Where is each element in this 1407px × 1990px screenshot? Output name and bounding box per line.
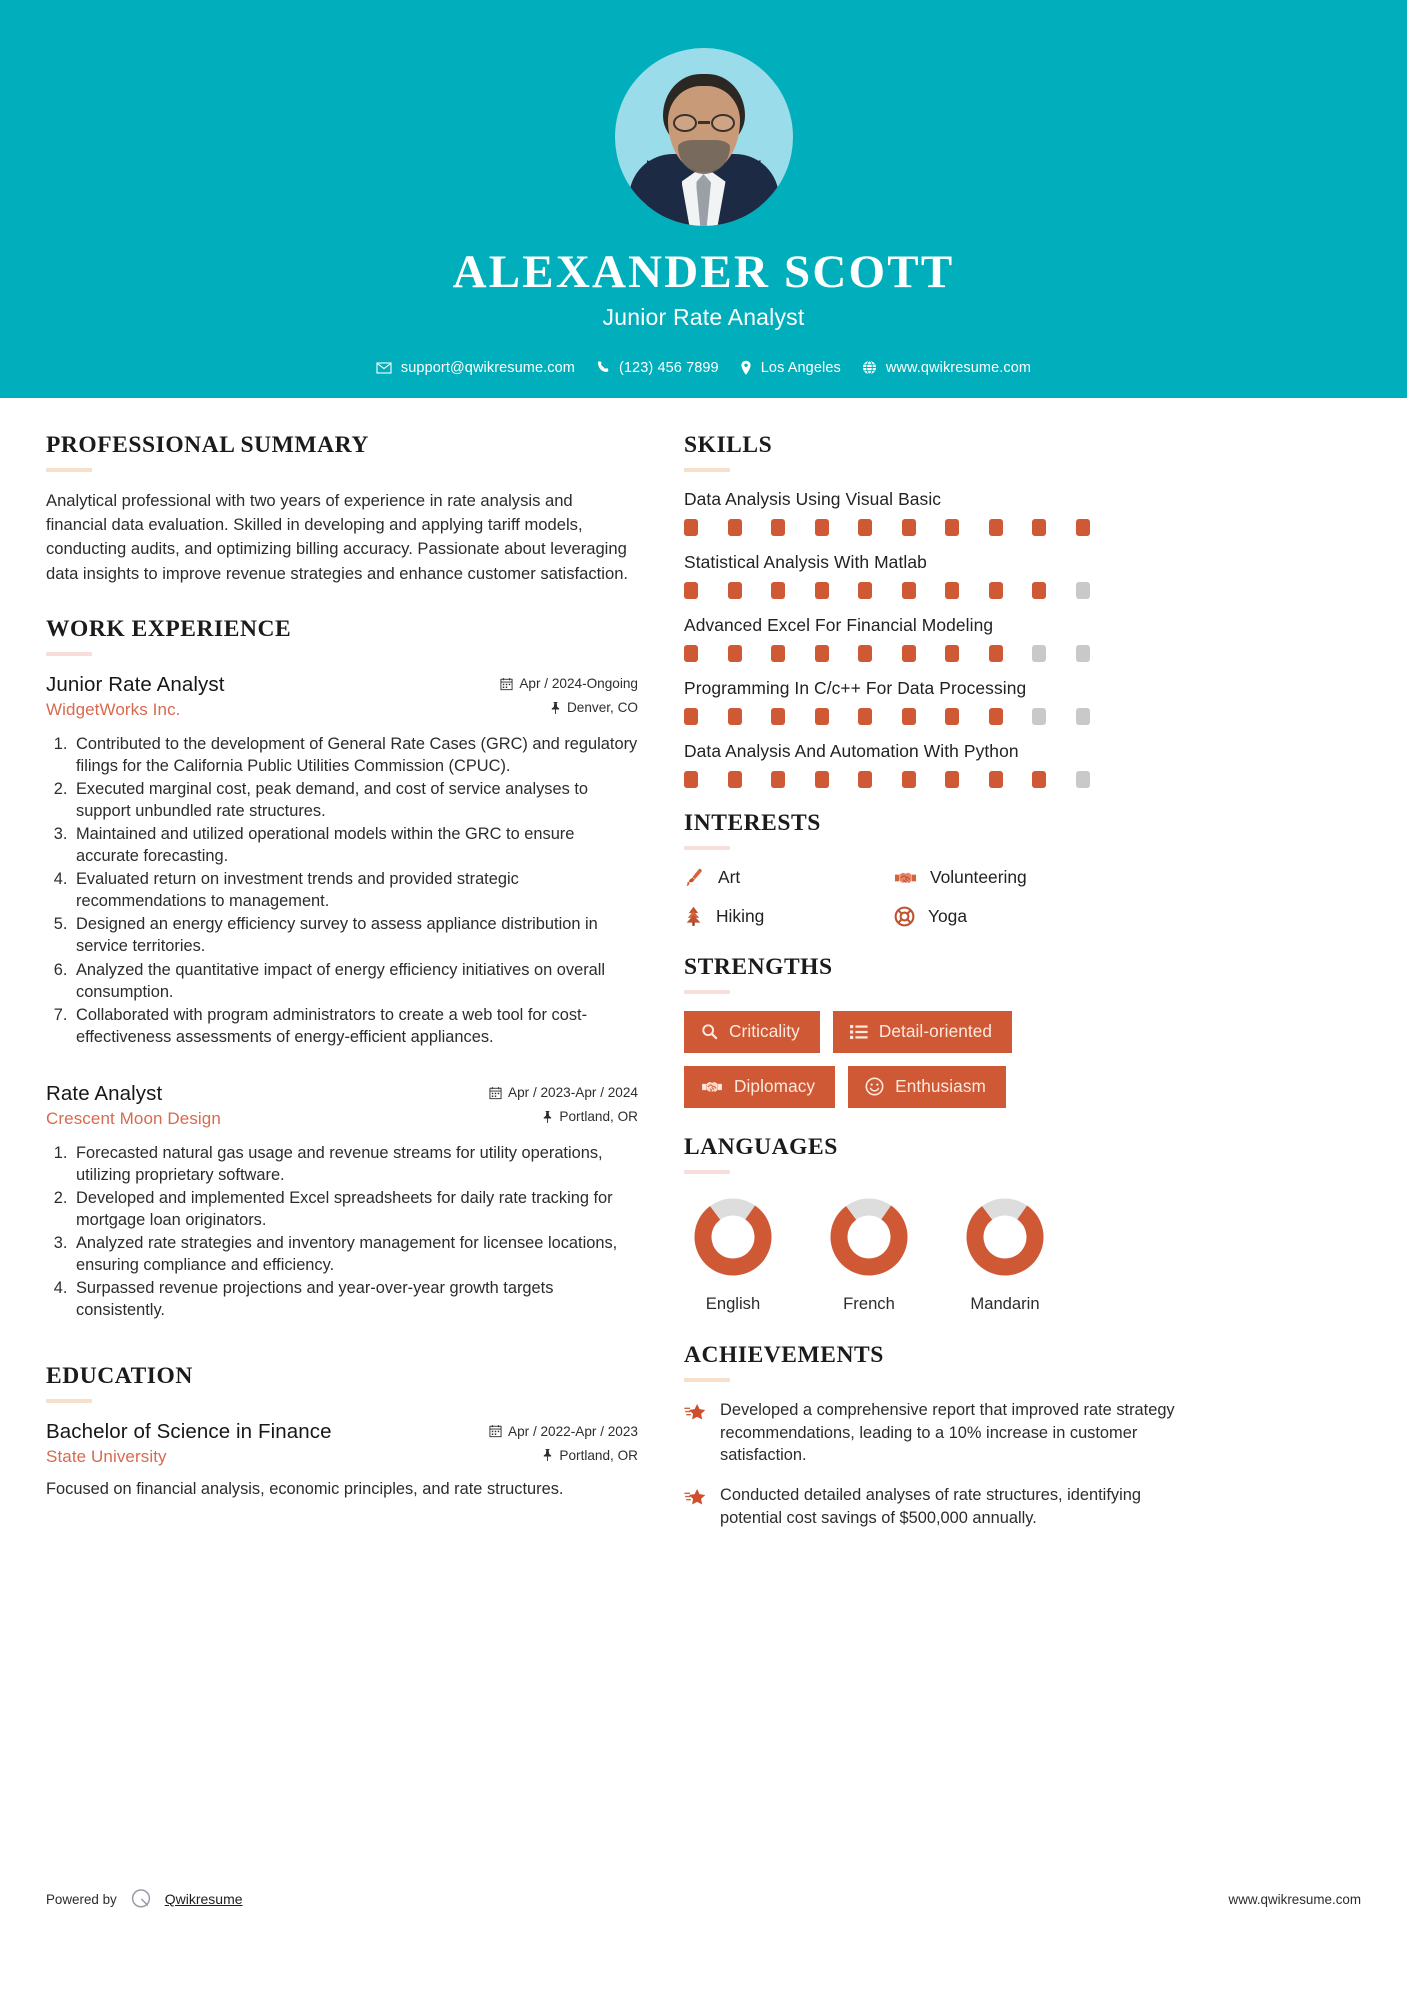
skill-pip	[815, 708, 829, 725]
achievement-text: Conducted detailed analyses of rate structures, identifying potential cost savings of $500,000 annually.	[720, 1485, 1141, 1527]
interest-item-hiking	[684, 905, 884, 927]
work-entry-bullets	[46, 1142, 638, 1322]
skill-label: Statistical Analysis With Matlab	[684, 552, 927, 572]
calendar-icon	[489, 1086, 502, 1100]
strengths-list	[684, 1011, 1192, 1108]
skill-pip	[989, 708, 1003, 725]
work-entry-title: Junior Rate Analyst	[46, 672, 225, 696]
skill-pip	[902, 771, 916, 788]
section-strengths	[684, 954, 1192, 1108]
language-donut-chart	[959, 1191, 1051, 1283]
section-achievements	[684, 1342, 1192, 1529]
skill-pip	[945, 645, 959, 662]
phone-icon	[596, 360, 610, 376]
skill-level-meter	[684, 771, 1090, 788]
skill-pip	[989, 519, 1003, 536]
list-item: 2. Executed marginal cost, peak demand, and cost of service analyses to support unbundled rate structures.	[72, 778, 638, 822]
skill-label: Programming In C/c++ For Data Processing	[684, 678, 1027, 698]
list-item: 3. Analyzed rate strategies and inventory management for licensee locations, ensuring compliance and efficiency.	[72, 1232, 638, 1276]
resume-header	[0, 0, 1407, 398]
strength-chip-detail-oriented	[833, 1011, 1012, 1053]
footer-url: www.qwikresume.com	[1228, 1891, 1361, 1907]
section-work-experience	[46, 616, 638, 1321]
education-entry-title: Bachelor of Science in Finance	[46, 1420, 332, 1444]
skill-pip	[1032, 645, 1046, 662]
skill-pip	[728, 582, 742, 599]
work-entry	[46, 673, 638, 1048]
list-item: 5. Designed an energy efficiency survey to assess appliance distribution in service territories.	[72, 913, 638, 957]
contact-phone-text: (123) 456 7899	[618, 359, 719, 376]
skill-pip	[728, 771, 742, 788]
list-item: 3. Maintained and utilized operational models within the GRC to ensure accurate forecasting.	[72, 823, 638, 867]
strength-chip-enthusiasm	[848, 1066, 1006, 1108]
avatar	[615, 48, 793, 226]
right-column	[684, 432, 1192, 1546]
contact-email-text: support@qwikresume.com	[400, 359, 575, 376]
interest-item-art	[684, 867, 884, 888]
q-logo-icon	[128, 1886, 154, 1912]
section-heading-work: WORK EXPERIENCE	[46, 615, 292, 642]
skill-item	[684, 489, 1192, 536]
interest-item-volunteering	[894, 867, 1192, 888]
section-rule	[684, 846, 730, 850]
skill-pip	[1076, 645, 1090, 662]
skill-pip	[945, 582, 959, 599]
strength-chip-diplomacy	[684, 1066, 835, 1108]
paintbrush-icon	[684, 867, 705, 888]
job-title: Junior Rate Analyst	[602, 303, 805, 330]
envelope-icon	[376, 360, 392, 376]
skill-pip	[684, 519, 698, 536]
education-entry-dates-text: Apr / 2022-Apr / 2023	[508, 1423, 638, 1439]
shooting-star-icon	[684, 1484, 706, 1507]
calendar-icon	[489, 1424, 502, 1438]
work-entry-dates	[500, 676, 638, 691]
section-heading-achievements: ACHIEVEMENTS	[684, 1342, 884, 1368]
strength-chip-criticality	[684, 1011, 820, 1053]
list-item: 2. Developed and implemented Excel spreadsheets for daily rate tracking for mortgage loan originators.	[72, 1187, 638, 1231]
skill-level-meter	[684, 708, 1090, 725]
section-languages	[684, 1134, 1192, 1314]
list-item: 7. Collaborated with program administrators to create a web tool for cost-effectiveness assessments of energy-efficient appliances.	[72, 1004, 638, 1048]
education-entry-location	[542, 1448, 638, 1463]
skill-pip	[858, 645, 872, 662]
skill-pip	[771, 708, 785, 725]
shooting-star-icon	[684, 1399, 706, 1422]
education-entry-location-text: Portland, OR	[559, 1447, 638, 1463]
pushpin-icon	[542, 1110, 553, 1124]
strength-label: Diplomacy	[734, 1076, 816, 1096]
interest-label: Art	[718, 867, 741, 887]
section-heading-strengths: STRENGTHS	[684, 954, 833, 980]
skill-pip	[728, 519, 742, 536]
language-item	[820, 1191, 918, 1314]
skill-pip	[1076, 771, 1090, 788]
list-icon	[850, 1024, 868, 1040]
section-interests	[684, 810, 1192, 927]
interest-label: Volunteering	[930, 867, 1027, 887]
skill-item	[684, 741, 1192, 788]
avatar-glasses	[671, 114, 737, 132]
contact-location-text: Los Angeles	[760, 359, 841, 376]
skill-pip	[989, 771, 1003, 788]
section-education	[46, 1363, 638, 1500]
contact-phone[interactable]	[596, 360, 719, 376]
skill-pip	[945, 708, 959, 725]
skill-pip	[1032, 582, 1046, 599]
list-item: 4. Evaluated return on investment trends and provided strategic recommendations to management.	[72, 868, 638, 912]
skill-level-meter	[684, 582, 1090, 599]
education-entry-note: Focused on financial analysis, economic principles, and rate structures.	[46, 1480, 564, 1499]
powered-by	[46, 1886, 243, 1912]
section-rule	[684, 990, 730, 994]
life-ring-icon	[894, 906, 915, 927]
education-entry	[46, 1420, 638, 1500]
section-rule	[684, 468, 730, 472]
summary-text: Analytical professional with two years of experience in rate analysis and financial data evaluation. Skilled in developing and applying tariff models, conducting audits, and optimizing billing accuracy. Passionate about leveraging data insights to improve revenue strategies and enhance customer satisfaction.	[46, 491, 629, 583]
contact-email[interactable]	[376, 360, 575, 376]
section-heading-education: EDUCATION	[46, 1363, 193, 1390]
language-label: English	[705, 1294, 761, 1313]
achievement-text: Developed a comprehensive report that improved rate strategy recommendations, leading to a 10% increase in customer satisfaction.	[720, 1401, 1175, 1465]
work-entry-location	[550, 700, 638, 715]
interests-grid	[684, 867, 1192, 927]
skill-pip	[1032, 771, 1046, 788]
resume-body	[0, 398, 1407, 1546]
language-item	[956, 1191, 1054, 1314]
skill-pip	[989, 645, 1003, 662]
interest-item-yoga	[894, 905, 1192, 927]
skill-item	[684, 552, 1192, 599]
skill-pip	[858, 582, 872, 599]
list-item: 4. Surpassed revenue projections and year-over-year growth targets consistently.	[72, 1277, 638, 1321]
section-professional-summary	[46, 432, 638, 586]
work-entry-org: WidgetWorks Inc.	[46, 699, 181, 719]
skill-pip	[684, 771, 698, 788]
handshake-icon	[701, 1078, 723, 1096]
skill-level-meter	[684, 519, 1090, 536]
interest-label: Hiking	[716, 905, 765, 926]
work-entry-location-text: Denver, CO	[566, 700, 638, 716]
skill-pip	[1032, 708, 1046, 725]
contact-location[interactable]	[740, 360, 841, 376]
skill-pip	[902, 519, 916, 536]
section-rule	[684, 1170, 730, 1174]
skill-label: Data Analysis And Automation With Python	[684, 741, 1019, 761]
section-heading-skills: SKILLS	[684, 432, 773, 458]
skill-pip	[771, 771, 785, 788]
work-entry-bullets	[46, 733, 638, 1048]
work-entry-title: Rate Analyst	[46, 1081, 163, 1105]
section-rule	[46, 652, 92, 656]
calendar-icon	[500, 677, 513, 691]
strength-label: Criticality	[729, 1021, 800, 1041]
globe-icon	[862, 360, 877, 375]
section-heading-interests: INTERESTS	[684, 810, 821, 836]
contact-row	[376, 360, 1031, 376]
skill-pip	[771, 519, 785, 536]
skill-pip	[815, 645, 829, 662]
languages-row	[684, 1191, 1192, 1314]
location-pin-icon	[740, 360, 752, 376]
contact-website-text: www.qwikresume.com	[885, 359, 1032, 376]
skill-label: Advanced Excel For Financial Modeling	[684, 615, 994, 635]
language-donut-chart	[687, 1191, 779, 1283]
strength-label: Detail-oriented	[878, 1021, 993, 1041]
work-entry-dates	[489, 1085, 638, 1100]
education-entry-dates	[489, 1424, 638, 1439]
page-title: ALEXANDER SCOTT	[452, 246, 955, 298]
skill-pip	[1032, 519, 1046, 536]
magnifier-icon	[701, 1023, 718, 1040]
skill-pip	[1076, 708, 1090, 725]
skill-pip	[1076, 519, 1090, 536]
skill-item	[684, 678, 1192, 725]
skill-pip	[989, 582, 1003, 599]
section-heading-languages: LANGUAGES	[684, 1134, 838, 1160]
list-item: 1. Forecasted natural gas usage and revenue streams for utility operations, utilizing proprietary software.	[72, 1142, 638, 1186]
skill-pip	[771, 645, 785, 662]
skill-pip	[815, 519, 829, 536]
skill-pip	[945, 771, 959, 788]
skill-item	[684, 615, 1192, 662]
section-skills	[684, 432, 1192, 788]
list-item: 6. Analyzed the quantitative impact of energy efficiency initiatives on overall consumption.	[72, 959, 638, 1003]
smiley-icon	[865, 1077, 884, 1096]
work-entry	[46, 1082, 638, 1322]
work-entry-location	[542, 1109, 638, 1124]
list-item: 1. Contributed to the development of General Rate Cases (GRC) and regulatory filings for the California Public Utilities Commission (CPUC).	[72, 733, 638, 777]
skill-pip	[728, 645, 742, 662]
language-label: French	[843, 1294, 895, 1313]
section-rule	[46, 468, 92, 472]
skill-pip	[858, 771, 872, 788]
pushpin-icon	[550, 701, 561, 715]
skill-pip	[684, 582, 698, 599]
language-item	[684, 1191, 782, 1314]
skill-pip	[815, 582, 829, 599]
work-entry-location-text: Portland, OR	[559, 1109, 638, 1125]
section-rule	[684, 1378, 730, 1382]
strength-label: Enthusiasm	[895, 1076, 986, 1096]
achievement-item	[684, 1484, 1192, 1529]
skill-pip	[1076, 582, 1090, 599]
section-rule	[46, 1399, 92, 1403]
tree-icon	[684, 905, 703, 927]
qwikresume-link[interactable]: Qwikresume	[164, 1891, 243, 1907]
skill-pip	[945, 519, 959, 536]
powered-by-label: Powered by	[46, 1891, 117, 1907]
contact-website[interactable]	[862, 360, 1031, 376]
page-footer	[0, 1876, 1407, 1922]
handshake-icon	[894, 868, 917, 888]
pushpin-icon	[542, 1448, 553, 1462]
skill-pip	[902, 582, 916, 599]
work-entry-org: Crescent Moon Design	[46, 1108, 221, 1128]
skill-label: Data Analysis Using Visual Basic	[684, 489, 942, 509]
skill-pip	[902, 708, 916, 725]
skills-list	[684, 489, 1192, 788]
work-entry-dates-text: Apr / 2024-Ongoing	[519, 676, 638, 692]
skill-pip	[728, 708, 742, 725]
skill-pip	[902, 645, 916, 662]
skill-pip	[815, 771, 829, 788]
education-entry-org: State University	[46, 1447, 167, 1467]
skill-pip	[771, 582, 785, 599]
skill-pip	[858, 708, 872, 725]
work-entry-dates-text: Apr / 2023-Apr / 2024	[508, 1085, 638, 1101]
left-column	[46, 432, 638, 1504]
skill-pip	[858, 519, 872, 536]
section-heading-summary: PROFESSIONAL SUMMARY	[46, 432, 369, 458]
interest-label: Yoga	[928, 905, 968, 926]
skill-pip	[684, 645, 698, 662]
language-donut-chart	[823, 1191, 915, 1283]
achievement-item	[684, 1399, 1192, 1467]
language-label: Mandarin	[970, 1294, 1040, 1313]
skill-level-meter	[684, 645, 1090, 662]
skill-pip	[684, 708, 698, 725]
